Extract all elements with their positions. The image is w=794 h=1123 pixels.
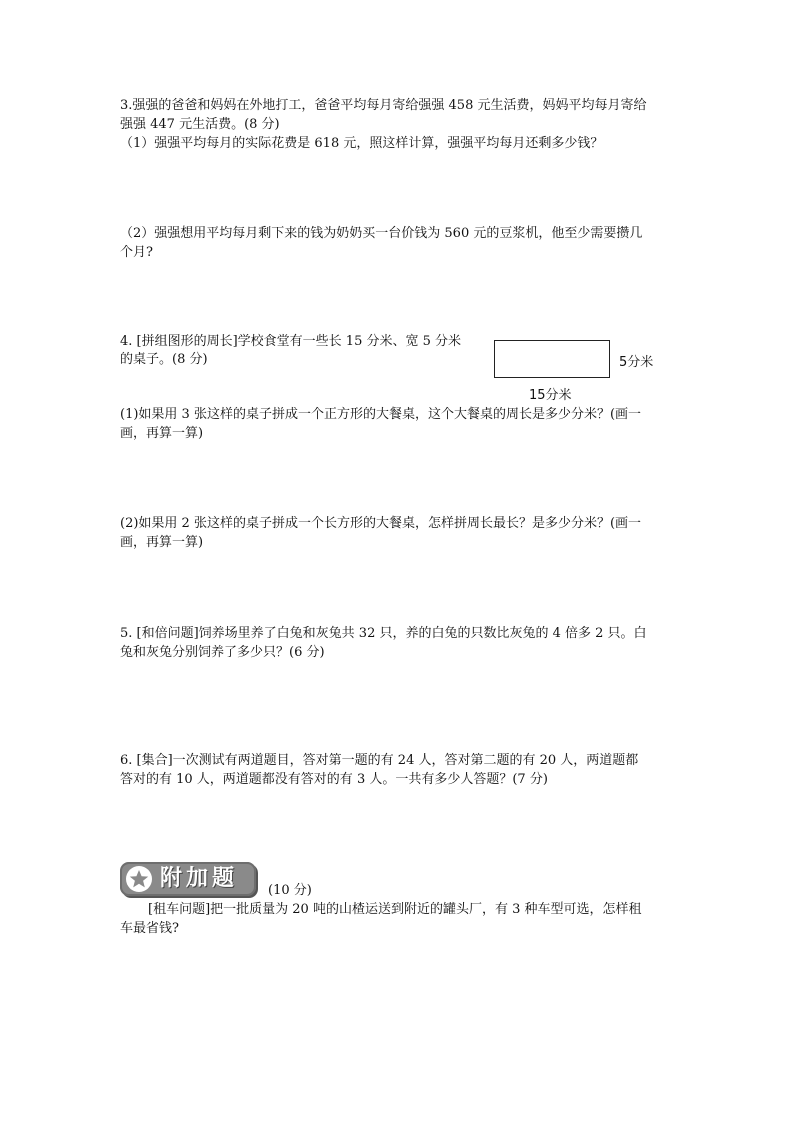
q3-text-line2: 强强 447 元生活费。(8 分) (120, 117, 280, 132)
q4-subquestion-2-line1: (2)如果用 2 张这样的桌子拼成一个长方形的大餐桌，怎样拼周长最长？是多少分米？(画一 (120, 516, 642, 531)
table-rectangle-figure (494, 340, 610, 378)
q3-subquestion-1: （1）强强平均每月的实际花费是 618 元，照这样计算，强强平均每月还剩多少钱？ (120, 136, 604, 151)
figure-width-label: 5分米 (619, 355, 654, 370)
bonus-text-line2: 车最省钱? (120, 921, 179, 936)
q4-subquestion-2-line2: 画，再算一算) (120, 535, 204, 550)
q4-text-line1: 4. [拼组图形的周长]学校食堂有一些长 15 分米、宽 5 分米 (120, 334, 462, 349)
bonus-title: 附加题 (160, 866, 239, 891)
q5-text-line1: 5. [和倍问题]饲养场里养了白兔和灰兔共 32 只，养的白兔的只数比灰兔的 4 倍多 2 只。白 (120, 626, 647, 641)
star-icon (129, 869, 149, 889)
q5-text-line2: 兔和灰兔分别饲养了多少只？(6 分) (120, 645, 325, 660)
star-icon-circle (126, 866, 152, 892)
q4-subquestion-1-line2: 画，再算一算) (120, 426, 204, 441)
bonus-points: (10 分) (268, 883, 312, 898)
q3-text-line1: 3.强强的爸爸和妈妈在外地打工，爸爸平均每月寄给强强 458 元生活费，妈妈平均每月寄给 (120, 98, 647, 113)
bonus-section-badge (120, 862, 256, 896)
q6-text-line2: 答对的有 10 人，两道题都没有答对的有 3 人。一共有多少人答题？(7 分) (120, 772, 548, 787)
q6-text-line1: 6. [集合]一次测试有两道题目，答对第一题的有 24 人，答对第二题的有 20 人，两道题都 (120, 753, 639, 768)
figure-length-label: 15分米 (529, 388, 572, 403)
q4-subquestion-1-line1: (1)如果用 3 张这样的桌子拼成一个正方形的大餐桌，这个大餐桌的周长是多少分米？(画一 (120, 407, 642, 422)
bonus-text-line1: [租车问题]把一批质量为 20 吨的山楂运送到附近的罐头厂，有 3 种车型可选，怎样租 (148, 902, 642, 917)
q4-text-line2: 的桌子。(8 分) (120, 352, 208, 367)
q3-subquestion-2-line1: （2）强强想用平均每月剩下来的钱为奶奶买一台价钱为 560 元的豆浆机，他至少需要攒几 (120, 226, 643, 241)
q3-subquestion-2-line2: 个月? (120, 245, 153, 260)
